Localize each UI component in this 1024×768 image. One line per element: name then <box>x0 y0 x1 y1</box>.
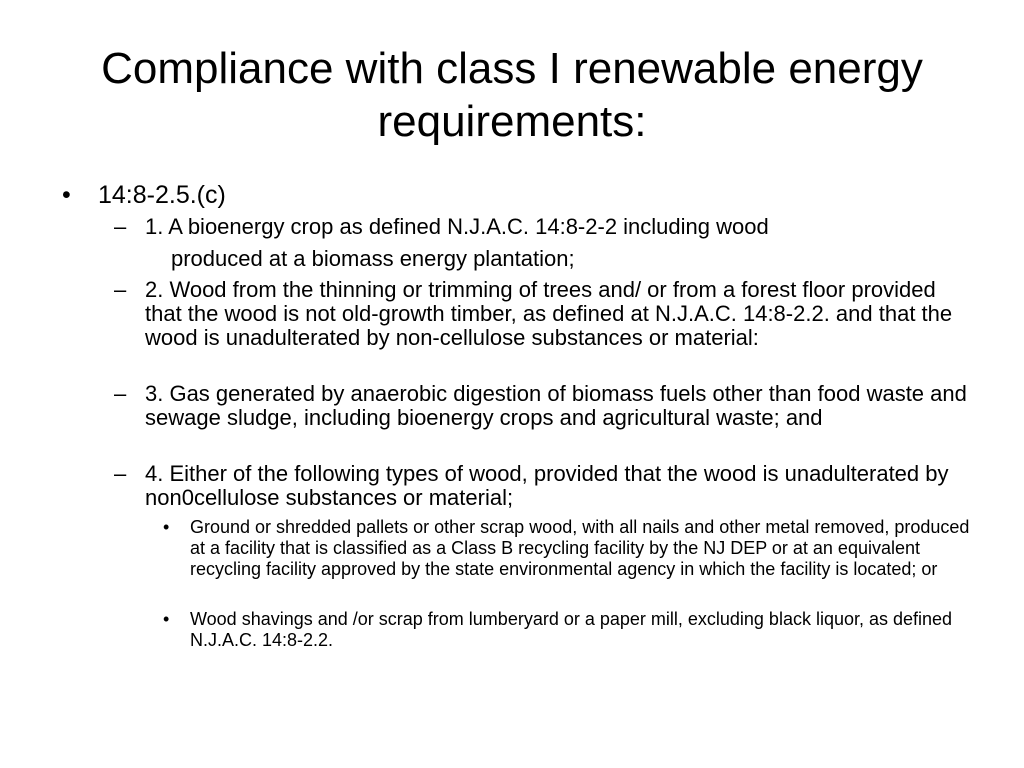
dash-icon: – <box>114 214 127 239</box>
slide-title: Compliance with class I renewable energy requirements: <box>101 44 923 146</box>
dash-icon: – <box>114 461 127 486</box>
sub-list-item <box>163 517 975 580</box>
sub-list-item-text: Wood shavings and /or scrap from lumberyard or a paper mill, excluding black liquor, as defined N.J.A.C. 14:8-2.2. <box>190 609 953 650</box>
bullet-dot-icon: • <box>163 609 170 629</box>
dash-icon: – <box>114 277 127 302</box>
list-item-text: 3. Gas generated by anaerobic digestion of biomass fuels other than food waste and sewage sludge, including bioenergy crops and agricultural waste; and <box>145 381 967 430</box>
list-item <box>114 462 974 510</box>
bullet-dot-icon: • <box>163 517 170 537</box>
sub-list-item-text: Ground or shredded pallets or other scrap wood, with all nails and other metal removed, produced at a facility that is classified as a Class B recycling facility by the NJ DEP or at an equivalent recycling facility approved by the state environmental agency in which the facility is located; or <box>190 517 970 579</box>
dash-icon: – <box>114 381 127 406</box>
list-item <box>114 215 974 271</box>
list-item <box>114 278 974 350</box>
list-item <box>114 382 974 430</box>
list-item-continuation: produced at a biomass energy plantation; <box>171 246 575 271</box>
list-item-text: 2. Wood from the thinning or trimming of trees and/ or from a forest floor provided that the wood is not old-growth timber, as defined at N.J.A.C. 14:8-2.2. and that the wood is unadulterated by non-cellulose substances or material: <box>145 277 953 350</box>
bullet-level1-text: 14:8-2.5.(c) <box>98 181 226 209</box>
list-item-text: 4. Either of the following types of wood, provided that the wood is unadulterated by non0cellulose substances or material; <box>145 461 949 510</box>
sub-list-item <box>163 609 975 651</box>
bullet-dot-icon: • <box>62 181 71 209</box>
list-item-text: 1. A bioenergy crop as defined N.J.A.C. 14:8-2-2 including wood <box>145 214 769 239</box>
